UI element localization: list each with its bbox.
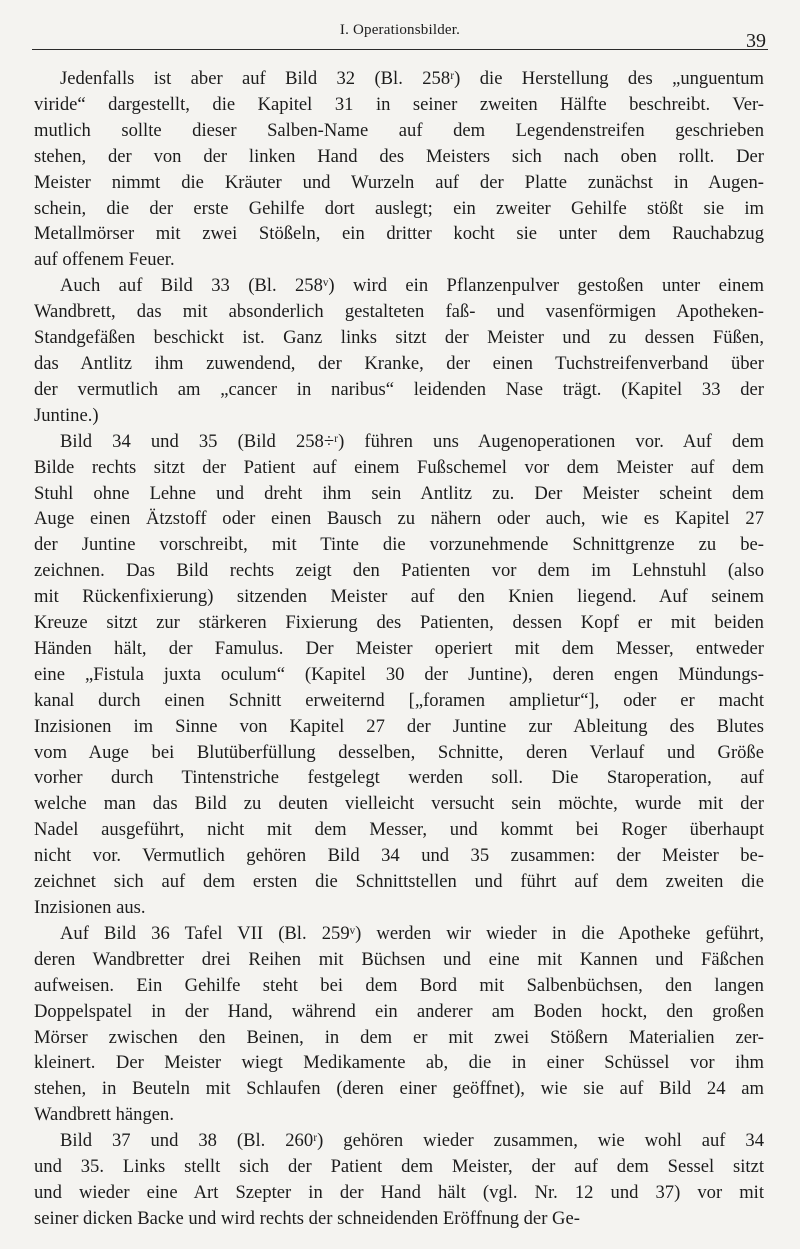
line-box <box>34 947 764 973</box>
line-box <box>34 921 764 947</box>
text-line: stehen, der von der linken Hand des Meisters sich nach oben rollt. Der <box>34 145 764 167</box>
text-line: aufweisen. Ein Gehilfe steht bei dem Bord mit Salbenbüchsen, den langen <box>34 974 764 996</box>
line-box <box>34 1076 764 1102</box>
paragraph <box>34 1128 764 1232</box>
line-box <box>34 429 764 455</box>
text-line: kleinert. Der Meister wiegt Medikamente ab, die in einer Schüssel vor ihm <box>34 1052 764 1074</box>
line-box <box>34 584 764 610</box>
text-line: und 35. Links stellt sich der Patient dem Meister, der auf dem Sessel sitzt <box>34 1156 764 1178</box>
text-line: und wieder eine Art Szepter in der Hand hält (vgl. Nr. 12 und 37) vor mit <box>34 1181 764 1203</box>
line-box <box>34 1206 764 1232</box>
text-line: Auge einen Ätzstoff oder einen Bausch zu nähern oder auch, wie es Kapitel 27 <box>34 508 765 530</box>
line-box <box>34 973 764 999</box>
text-line: Händen hält, der Famulus. Der Meister operiert mit dem Messer, entweder <box>34 637 764 659</box>
line-box <box>34 714 764 740</box>
text-line: Doppelspatel in der Hand, während ein anderer am Boden hockt, den großen <box>34 1000 764 1022</box>
line-box <box>34 377 764 403</box>
text-line: das Antlitz ihm zuwendend, der Kranke, der einen Tuchstreifenverband über <box>34 352 764 374</box>
line-box <box>34 1128 764 1154</box>
text-line: Inzisionen im Sinne von Kapitel 27 der Juntine zur Ableitung des Blutes <box>34 715 764 737</box>
text-line: zeichnet sich auf dem ersten die Schnittstellen und führt auf dem zweiten die <box>34 871 764 893</box>
line-box <box>34 636 764 662</box>
line-box <box>34 817 764 843</box>
line-box <box>34 999 764 1025</box>
text-line: Auch auf Bild 33 (Bl. 258ᵛ) wird ein Pflanzenpulver gestoßen unter einem <box>60 275 764 297</box>
page-number: 39 <box>746 30 766 52</box>
text-line: Mörser zwischen den Beinen, in dem er mit zwei Stößern Materialien zer- <box>34 1026 764 1048</box>
text-line: seiner dicken Backe und wird rechts der schneidenden Eröffnung der Ge- <box>34 1207 580 1229</box>
text-line: nicht vor. Vermutlich gehören Bild 34 und 35 zusammen: der Meister be- <box>34 845 764 867</box>
line-box <box>34 765 764 791</box>
text-line: Metallmörser mit zwei Stößeln, ein dritter kocht sie unter dem Rauchabzug <box>34 223 764 245</box>
line-box <box>34 1102 764 1128</box>
line-box <box>34 403 764 429</box>
text-line: kanal durch einen Schnitt erweiternd [„foramen amplietur“], oder er macht <box>34 689 764 711</box>
line-box <box>34 558 764 584</box>
text-line: Standgefäßen beschickt ist. Ganz links sitzt der Meister und zu dessen Füßen, <box>34 327 764 349</box>
text-line: eine „Fistula juxta oculum“ (Kapitel 30 der Juntine), deren engen Mündungs- <box>34 663 764 685</box>
text-line: vorher durch Tintenstriche festgelegt werden soll. Die Staroperation, auf <box>34 767 764 789</box>
line-box <box>34 1025 764 1051</box>
line-box <box>34 895 764 921</box>
text-line: welche man das Bild zu deuten vielleicht versucht sein möchte, wurde mit der <box>34 793 764 815</box>
line-box <box>34 92 764 118</box>
line-box <box>34 869 764 895</box>
text-line: Stuhl ohne Lehne und dreht ihm sein Antlitz zu. Der Meister scheint dem <box>34 482 764 504</box>
text-line: schein, die der erste Gehilfe dort auslegt; ein zweiter Gehilfe stößt sie im <box>34 197 764 219</box>
text-line: der vermutlich am „cancer in naribus“ leidenden Nase trägt. (Kapitel 33 der <box>34 378 764 400</box>
line-box <box>34 688 764 714</box>
text-line: Auf Bild 36 Tafel VII (Bl. 259ᵛ) werden wir wieder in die Apotheke geführt, <box>60 922 764 944</box>
text-line: mit Rückenfixierung) sitzenden Meister auf den Knien liegend. Auf seinem <box>34 586 764 608</box>
text-line: Wandbrett hängen. <box>34 1104 174 1126</box>
line-box <box>34 299 764 325</box>
header-rule <box>32 49 768 50</box>
text-line: zeichnen. Das Bild rechts zeigt den Patienten vor dem im Lehnstuhl (also <box>34 560 764 582</box>
paragraph <box>34 273 764 428</box>
text-line: Meister nimmt die Kräuter und Wurzeln auf der Platte zunächst in Augen- <box>34 171 764 193</box>
line-box <box>34 1154 764 1180</box>
text-body <box>34 66 764 1232</box>
line-box <box>34 506 764 532</box>
line-box <box>34 325 764 351</box>
text-line: Bild 34 und 35 (Bild 258÷ʳ) führen uns Augenoperationen vor. Auf dem <box>60 430 764 452</box>
text-line: der Juntine vorschreibt, mit Tinte die vorzunehmende Schnittgrenze zu be- <box>34 534 764 556</box>
paragraph <box>34 66 764 273</box>
line-box <box>34 455 764 481</box>
paragraph <box>34 921 764 1128</box>
line-box <box>34 532 764 558</box>
line-box <box>34 740 764 766</box>
text-line: Juntine.) <box>34 404 99 426</box>
text-line: Nadel ausgeführt, nicht mit dem Messer, und kommt bei Roger überhaupt <box>34 819 764 841</box>
text-line: Bilde rechts sitzt der Patient auf einem Fußschemel vor dem Meister auf dem <box>34 456 764 478</box>
running-head <box>32 18 768 54</box>
text-line: Inzisionen aus. <box>34 897 146 918</box>
line-box <box>34 247 764 273</box>
line-box <box>34 843 764 869</box>
line-box <box>34 118 764 144</box>
paragraph <box>34 429 764 921</box>
line-box <box>34 351 764 377</box>
running-title: I. Operationsbilder. <box>339 22 461 38</box>
text-line: Kreuze sitzt zur stärkeren Fixierung des Patienten, dessen Kopf er mit beiden <box>34 612 764 634</box>
line-box <box>34 610 764 636</box>
text-line: vom Auge bei Blutüberfüllung desselben, Schnitte, deren Verlauf und Größe <box>34 741 764 763</box>
text-line: viride“ dargestellt, die Kapitel 31 in seiner zweiten Hälfte beschreibt. Ver- <box>34 93 764 115</box>
line-box <box>34 144 764 170</box>
text-line: mutlich sollte dieser Salben-Name auf dem Legendenstreifen geschrieben <box>34 119 764 141</box>
text-line: deren Wandbretter drei Reihen mit Büchsen und eine mit Kannen und Fäßchen <box>34 948 764 970</box>
line-box <box>34 273 764 299</box>
line-box <box>34 1050 764 1076</box>
text-line: Wandbrett, das mit absonderlich gestalteten faß- und vasenförmigen Apotheken- <box>34 301 764 323</box>
line-box <box>34 170 764 196</box>
text-line: Jedenfalls ist aber auf Bild 32 (Bl. 258ʳ) die Herstellung des „unguentum <box>60 68 764 89</box>
line-box <box>34 1180 764 1206</box>
line-box <box>34 481 764 507</box>
text-line: auf offenem Feuer. <box>34 249 175 271</box>
text-line: stehen, in Beuteln mit Schlaufen (deren einer geöffnet), wie sie auf Bild 24 am <box>34 1078 764 1100</box>
line-box <box>34 196 764 222</box>
line-box <box>34 221 764 247</box>
line-box <box>34 662 764 688</box>
text-line: Bild 37 und 38 (Bl. 260ʳ) gehören wieder zusammen, wie wohl auf 34 <box>60 1130 764 1152</box>
line-box <box>34 791 764 817</box>
line-box <box>34 66 764 92</box>
